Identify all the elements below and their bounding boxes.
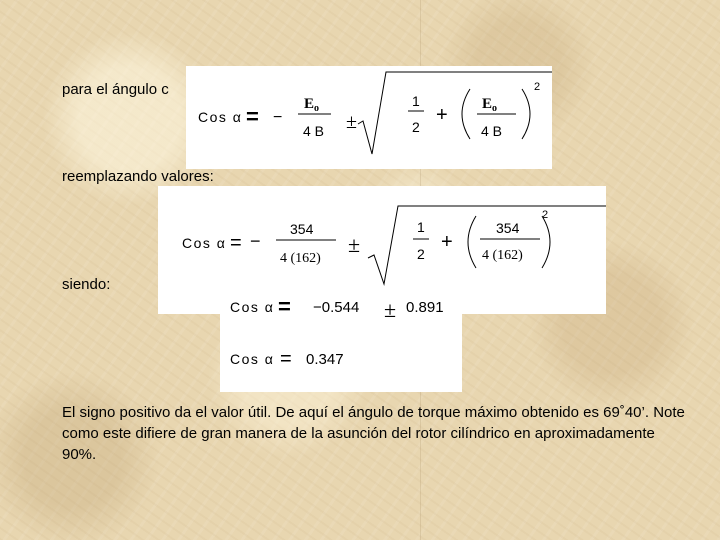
eq4-lhs: Cos α [230, 351, 275, 367]
eq2-plus: + [441, 231, 453, 253]
equation-symbolic [186, 66, 552, 169]
eq1-numerator: E [304, 96, 315, 112]
eq2-numerator: 354 [290, 221, 314, 237]
eq2-equals: = [230, 232, 242, 254]
eq1-right-paren [522, 89, 530, 139]
eq2-exponent: 2 [542, 209, 549, 221]
eq1-equals: = [246, 104, 259, 129]
eq2-inner-denominator: 4 (162) [482, 248, 523, 263]
eq2-inner-numerator: 354 [496, 220, 520, 236]
eq3-equals: = [278, 294, 291, 319]
eq2-left-paren [468, 216, 476, 268]
eq1-half-numerator: 1 [412, 93, 420, 109]
eq1-inner-subscript: o [492, 103, 497, 114]
text-line-replacing: reemplazando valores: [62, 168, 214, 185]
eq4-equals: = [280, 348, 292, 370]
eq1-inner-denominator: 4 B [481, 123, 503, 139]
eq2-denominator: 4 (162) [280, 251, 321, 266]
eq1-inner-numerator: E [482, 96, 493, 112]
eq1-half-denominator: 2 [412, 119, 420, 135]
text-line-being: siendo: [62, 276, 111, 293]
conclusion-paragraph: El signo positivo da el valor útil. De aquí el ángulo de torque máximo obtenido es 69˚40’. Note como este difiere de gran manera de la asunción del rotor cilíndrico en aproximadamente 90%. [62, 404, 685, 463]
eq1-plus: + [436, 104, 448, 126]
eq1-exponent: 2 [534, 81, 541, 93]
eq1-left-paren [462, 89, 470, 139]
eq1-denominator: 4 B [303, 123, 325, 139]
eq1-plusminus: ± [346, 111, 357, 133]
eq2-plusminus: ± [348, 232, 361, 257]
eq1-numerator-subscript: o [314, 103, 319, 114]
eq2-minus: − [250, 231, 261, 251]
eq2-half-numerator: 1 [417, 219, 425, 235]
eq1-sqrt-sign [358, 72, 552, 154]
eq3-lhs: Cos α [230, 299, 275, 315]
eq2-lhs: Cos α [182, 235, 227, 251]
eq1-lhs: Cos α [198, 109, 243, 125]
eq2-sqrt-sign [368, 206, 606, 284]
eq4-value: 0.347 [306, 351, 344, 368]
eq2-half-denominator: 2 [417, 246, 425, 262]
eq1-minus: − [273, 109, 283, 126]
eq3-value-1: −0.544 [313, 299, 360, 316]
eq3-plusminus: ± [384, 297, 397, 322]
equation-results [220, 290, 462, 392]
eq2-right-paren [542, 216, 550, 268]
eq3-value-2: 0.891 [406, 299, 444, 316]
text-line-angle: para el ángulo c [62, 81, 169, 98]
